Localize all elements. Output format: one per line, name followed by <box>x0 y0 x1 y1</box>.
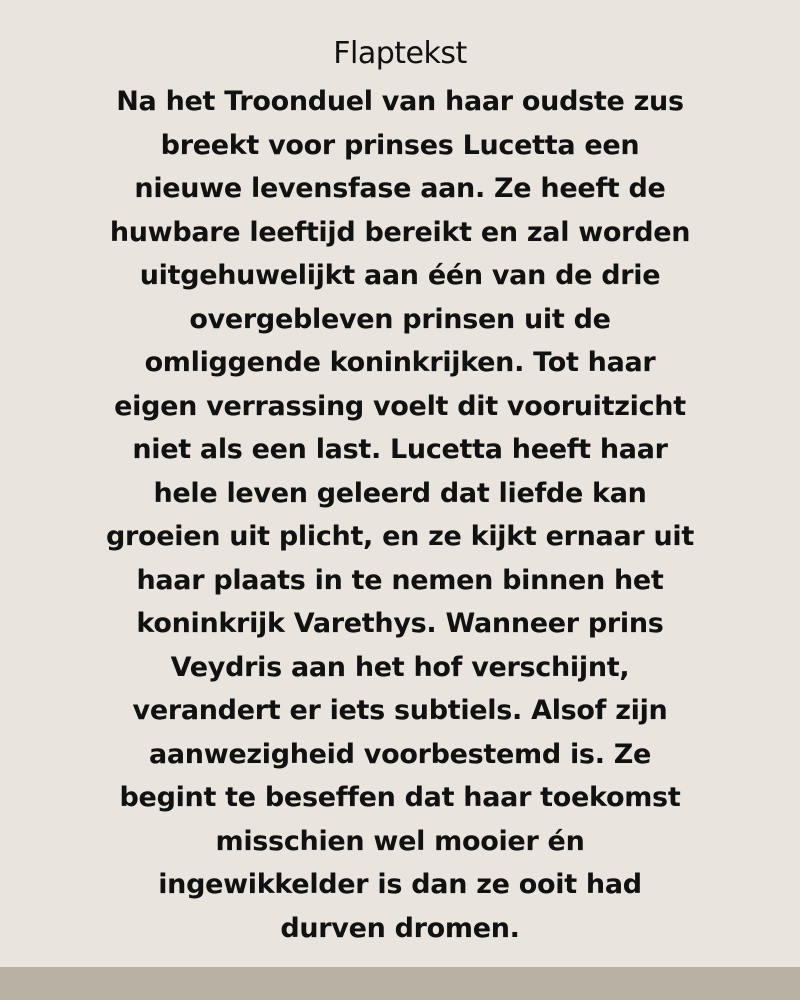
blurb-text <box>40 80 760 950</box>
blurb-line: koninkrijk Varethys. Wanneer prins <box>136 608 664 639</box>
blurb-line: durven dromen. <box>280 912 520 944</box>
blurb-line: breekt voor prinses Lucetta een <box>160 129 640 161</box>
blurb-line: uitgehuwelijkt aan één van de drie <box>139 260 661 291</box>
blurb-line: haar plaats in te nemen binnen het <box>136 564 664 596</box>
footer-band <box>0 967 800 1000</box>
blurb-line: Veydris aan het hof verschijnt, <box>170 651 630 683</box>
blurb-line: hele leven geleerd dat liefde kan <box>153 477 647 509</box>
blurb-line: niet als een last. Lucetta heeft haar <box>132 434 668 465</box>
blurb-line: ingewikkelder is dan ze ooit had <box>158 869 642 900</box>
blurb-line: eigen verrassing voelt dit vooruitzicht <box>114 390 686 422</box>
blurb-line: aanwezigheid voorbestemd is. Ze <box>148 738 652 770</box>
blurb-line: groeien uit plicht, en ze kijkt ernaar uit <box>106 521 694 552</box>
blurb-line: overgebleven prinsen uit de <box>189 303 611 335</box>
blurb-line: Na het Troonduel van haar oudste zus <box>116 86 684 117</box>
blurb-line: nieuwe levensfase aan. Ze heeft de <box>134 173 666 204</box>
page-title: Flaptekst <box>333 36 467 71</box>
blurb-line: verandert er iets subtiels. Alsof zijn <box>132 695 668 726</box>
blurb-line: misschien wel mooier én <box>215 825 585 857</box>
blurb-line: begint te beseffen dat haar toekomst <box>119 782 681 813</box>
blurb-line: omliggende koninkrijken. Tot haar <box>144 347 656 378</box>
blurb-line: huwbare leeftijd bereikt en zal worden <box>109 216 691 248</box>
